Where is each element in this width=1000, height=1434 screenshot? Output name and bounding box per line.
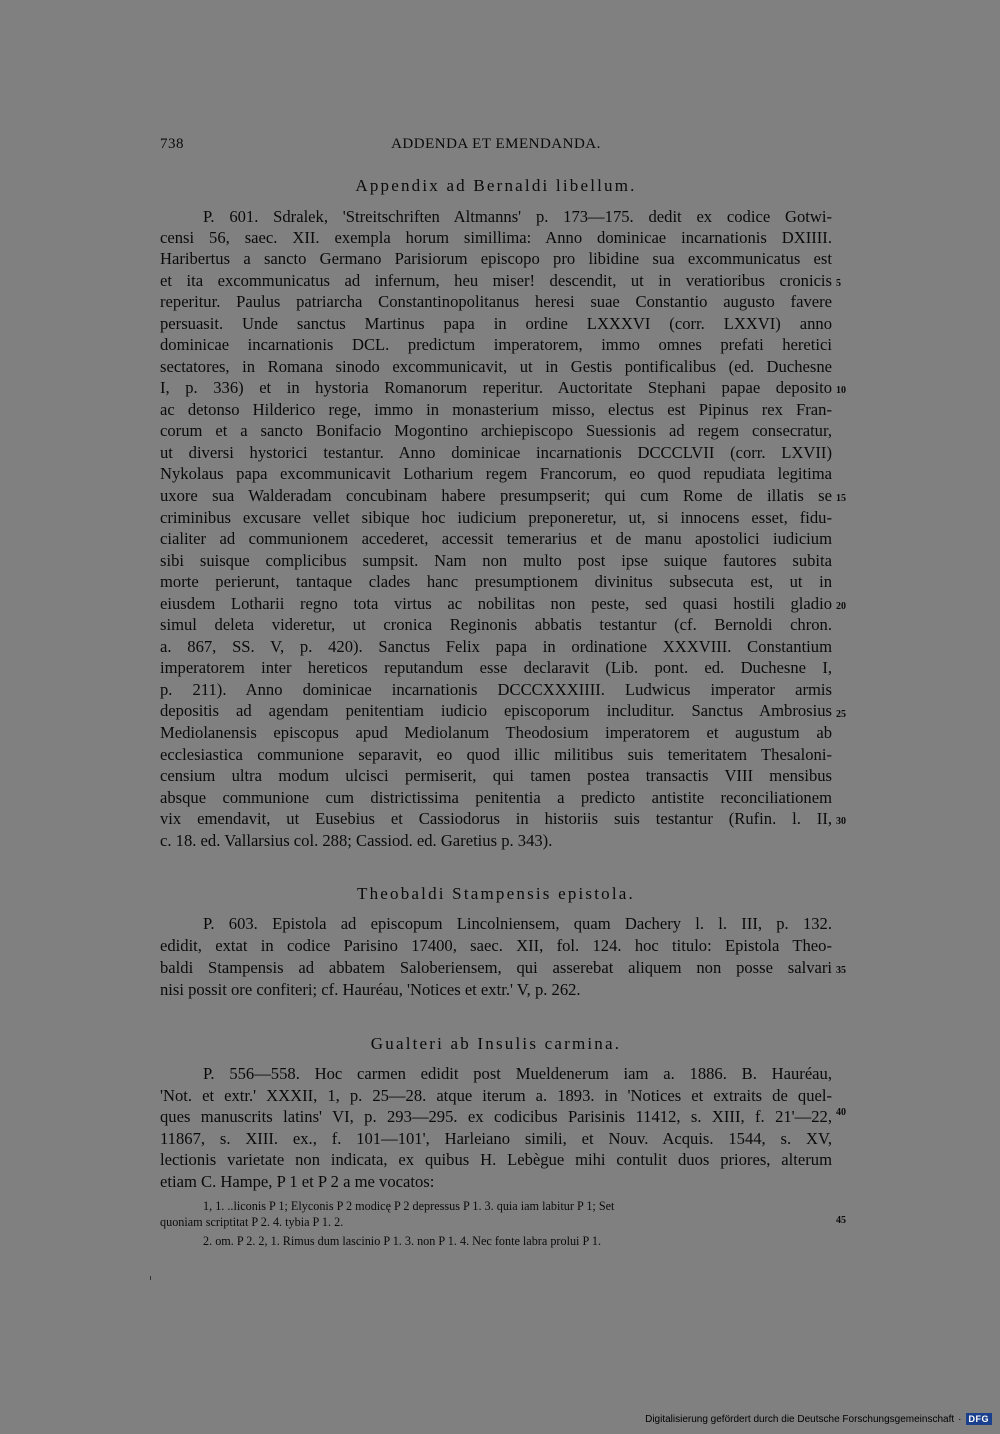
footer-text: Digitalisierung gefördert durch die Deutsche Forschungsgemeinschaft bbox=[645, 1413, 955, 1425]
page-number: 738 bbox=[160, 136, 184, 152]
text-line: depositis ad agendam penitentiam iudicio episcoporum includitur. Sanctus Ambrosius bbox=[160, 701, 832, 720]
text-line: uxore sua Walderadam concubinam habere presumpserit; qui cum Rome de illatis se bbox=[160, 486, 832, 505]
text-line: Haribertus a sancto Germano Parisiorum episcopo pro libidine sua excommunicatus est bbox=[160, 249, 832, 268]
footnote-line: 1, 1. ..liconis P 1; Elyconis P 2 modicę P 2 depressus P 1. 3. quia iam labitur P 1; Set bbox=[203, 1199, 615, 1213]
text-line: a. 867, SS. V, p. 420). Sanctus Felix papa in ordinatione XXXVIII. Constantium bbox=[160, 637, 832, 656]
text-line: P. 603. Epistola ad episcopum Lincolniensem, quam Dachery l. l. III, p. 132. bbox=[203, 914, 832, 933]
text-line: sectatores, in Romana sinodo excommunicavit, ut in Gestis pontificalibus (ed. Duchesne bbox=[160, 357, 832, 376]
text-line: edidit, extat in codice Parisino 17400, saec. XII, fol. 124. hoc titulo: Epistola Theo- bbox=[160, 936, 832, 955]
text-line: baldi Stampensis ad abbatem Saloberiensem, qui asserebat aliquem non posse salvari bbox=[160, 958, 832, 977]
text-line: etiam C. Hampe, P 1 et P 2 a me vocatos: bbox=[160, 1172, 435, 1191]
text-line: simul deleta videretur, ut cronica Reginonis abbatis testantur (cf. Bernoldi chron. bbox=[160, 615, 832, 634]
text-line: censium ultra modum ulcisci permiserit, qui tamen postea transactis VIII mensibus bbox=[160, 766, 832, 785]
text-line: c. 18. ed. Vallarsius col. 288; Cassiod. ed. Garetius p. 343). bbox=[160, 831, 553, 850]
line-number: 10 bbox=[836, 385, 846, 396]
text-line: persuasit. Unde sanctus Martinus papa in ordine LXXXVI (corr. LXXVI) anno bbox=[160, 314, 832, 333]
text-line: ac detonso Hilderico rege, immo in monasterium misso, electus est Pipinus rex Fran- bbox=[160, 400, 832, 419]
text-line: corum et a sancto Bonifacio Mogontino archiepiscopo Suessionis ad regem consecratur, bbox=[160, 421, 832, 440]
text-line: eiusdem Lotharii regno tota virtus ac nobilitas non peste, sed quasi hostili gladio bbox=[160, 594, 832, 613]
text-line: censi 56, saec. XII. exempla horum simillima: Anno dominicae incarnationis DXIIII. bbox=[160, 228, 832, 247]
line-number: 45 bbox=[836, 1215, 846, 1226]
text-line: criminibus excusare vellet sibique hoc iudicium preponeretur, ut, si innocens esset, fidu- bbox=[160, 508, 832, 527]
text-line: ques manuscrits latins' VI, p. 293—295. ex codicibus Parisinis 11412, s. XIII, f. 21'—22, bbox=[160, 1107, 832, 1126]
footnote-line: quoniam scriptitat P 2. 4. tybia P 1. 2. bbox=[160, 1215, 344, 1229]
text-line: et ita excommunicatus ad infernum, heu miser! descendit, ut in veratioribus cronicis bbox=[160, 271, 832, 290]
text-line: 11867, s. XIII. ex., f. 101—101', Harleiano simili, et Nouv. Acquis. 1544, s. XV, bbox=[160, 1129, 832, 1148]
dfg-logo: DFG bbox=[966, 1413, 993, 1425]
line-number: 20 bbox=[836, 601, 846, 612]
text-line: ut diversi hystorici testantur. Anno dominicae incarnationis DCCCLVII (corr. LXVII) bbox=[160, 443, 832, 462]
text-line: vix emendavit, ut Eusebius et Cassiodorus in historiis suis testantur (Rufin. l. II, bbox=[160, 809, 832, 828]
line-number: 40 bbox=[836, 1107, 846, 1118]
running-head bbox=[160, 136, 832, 158]
text-line: imperatorem inter hereticos reputandum esse declaravit (Lib. pont. ed. Duchesne I, bbox=[160, 658, 832, 677]
text-line: Nykolaus papa excommunicavit Lotharium regem Francorum, eo quod repudiata legitima bbox=[160, 464, 832, 483]
text-line: reperitur. Paulus patriarcha Constantinopolitanus heresi suae Constantio augusto favere bbox=[160, 292, 832, 311]
text-line: lectionis varietate non indicata, ex quibus H. Lebègue mihi contulit duos priores, alterum bbox=[160, 1150, 832, 1169]
text-line: 'Not. et extr.' XXXII, 1, p. 25—28. atque iterum a. 1893. in 'Notices et extraits de quel- bbox=[160, 1086, 832, 1105]
text-line: dominicae incarnationis DCL. predictum imperatorem, immo omnes prefati heretici bbox=[160, 335, 832, 354]
text-line: nisi possit ore confiteri; cf. Hauréau, 'Notices et extr.' V, p. 262. bbox=[160, 980, 581, 999]
line-number: 15 bbox=[836, 493, 846, 504]
section-title: Appendix ad Bernaldi libellum. bbox=[355, 176, 637, 195]
section-title: Gualteri ab Insulis carmina. bbox=[370, 1034, 622, 1053]
text-line: cialiter ad communionem accederet, accessit temerarius et de manu apostolici iudicium bbox=[160, 529, 832, 548]
text-line: sibi suisque complicibus sumpsit. Nam non multo post ipse suique fautores subita bbox=[160, 551, 832, 570]
line-number: 35 bbox=[836, 965, 846, 976]
text-line: Mediolanensis episcopus apud Mediolanum Theodosium imperatorem et augustum ab bbox=[160, 723, 832, 742]
footer-separator: · bbox=[958, 1413, 962, 1425]
text-line: p. 211). Anno dominicae incarnationis DCCCXXXIIII. Ludwicus imperator armis bbox=[160, 680, 832, 699]
margin-tick bbox=[150, 1276, 151, 1280]
footnote-line: 2. om. P 2. 2, 1. Rimus dum lascinio P 1. 3. non P 1. 4. Nec fonte labra prolui P 1. bbox=[203, 1234, 601, 1248]
line-number: 5 bbox=[836, 278, 841, 289]
text-line: P. 601. Sdralek, 'Streitschriften Altmanns' p. 173—175. dedit ex codice Gotwi- bbox=[203, 207, 832, 226]
text-line: I, p. 336) et in hystoria Romanorum reperitur. Auctoritate Stephani papae deposito bbox=[160, 378, 832, 397]
text-line: P. 556—558. Hoc carmen edidit post Mueldenerum iam a. 1886. B. Hauréau, bbox=[203, 1064, 832, 1083]
text-line: absque communione cum districtissima penitentia a predicto antistite reconciliationem bbox=[160, 788, 832, 807]
running-title: ADDENDA ET EMENDANDA. bbox=[391, 136, 601, 152]
line-number: 25 bbox=[836, 709, 846, 720]
digitization-footer bbox=[645, 1409, 992, 1429]
text-line: ecclesiastica communione separavit, eo quod illic militibus suis temeritatem Thesaloni- bbox=[160, 745, 832, 764]
text-line: morte perierunt, tantaque clades hanc presumptionem divinitus subsecuta est, ut in bbox=[160, 572, 832, 591]
section-title: Theobaldi Stampensis epistola. bbox=[357, 884, 635, 903]
line-number: 30 bbox=[836, 816, 846, 827]
